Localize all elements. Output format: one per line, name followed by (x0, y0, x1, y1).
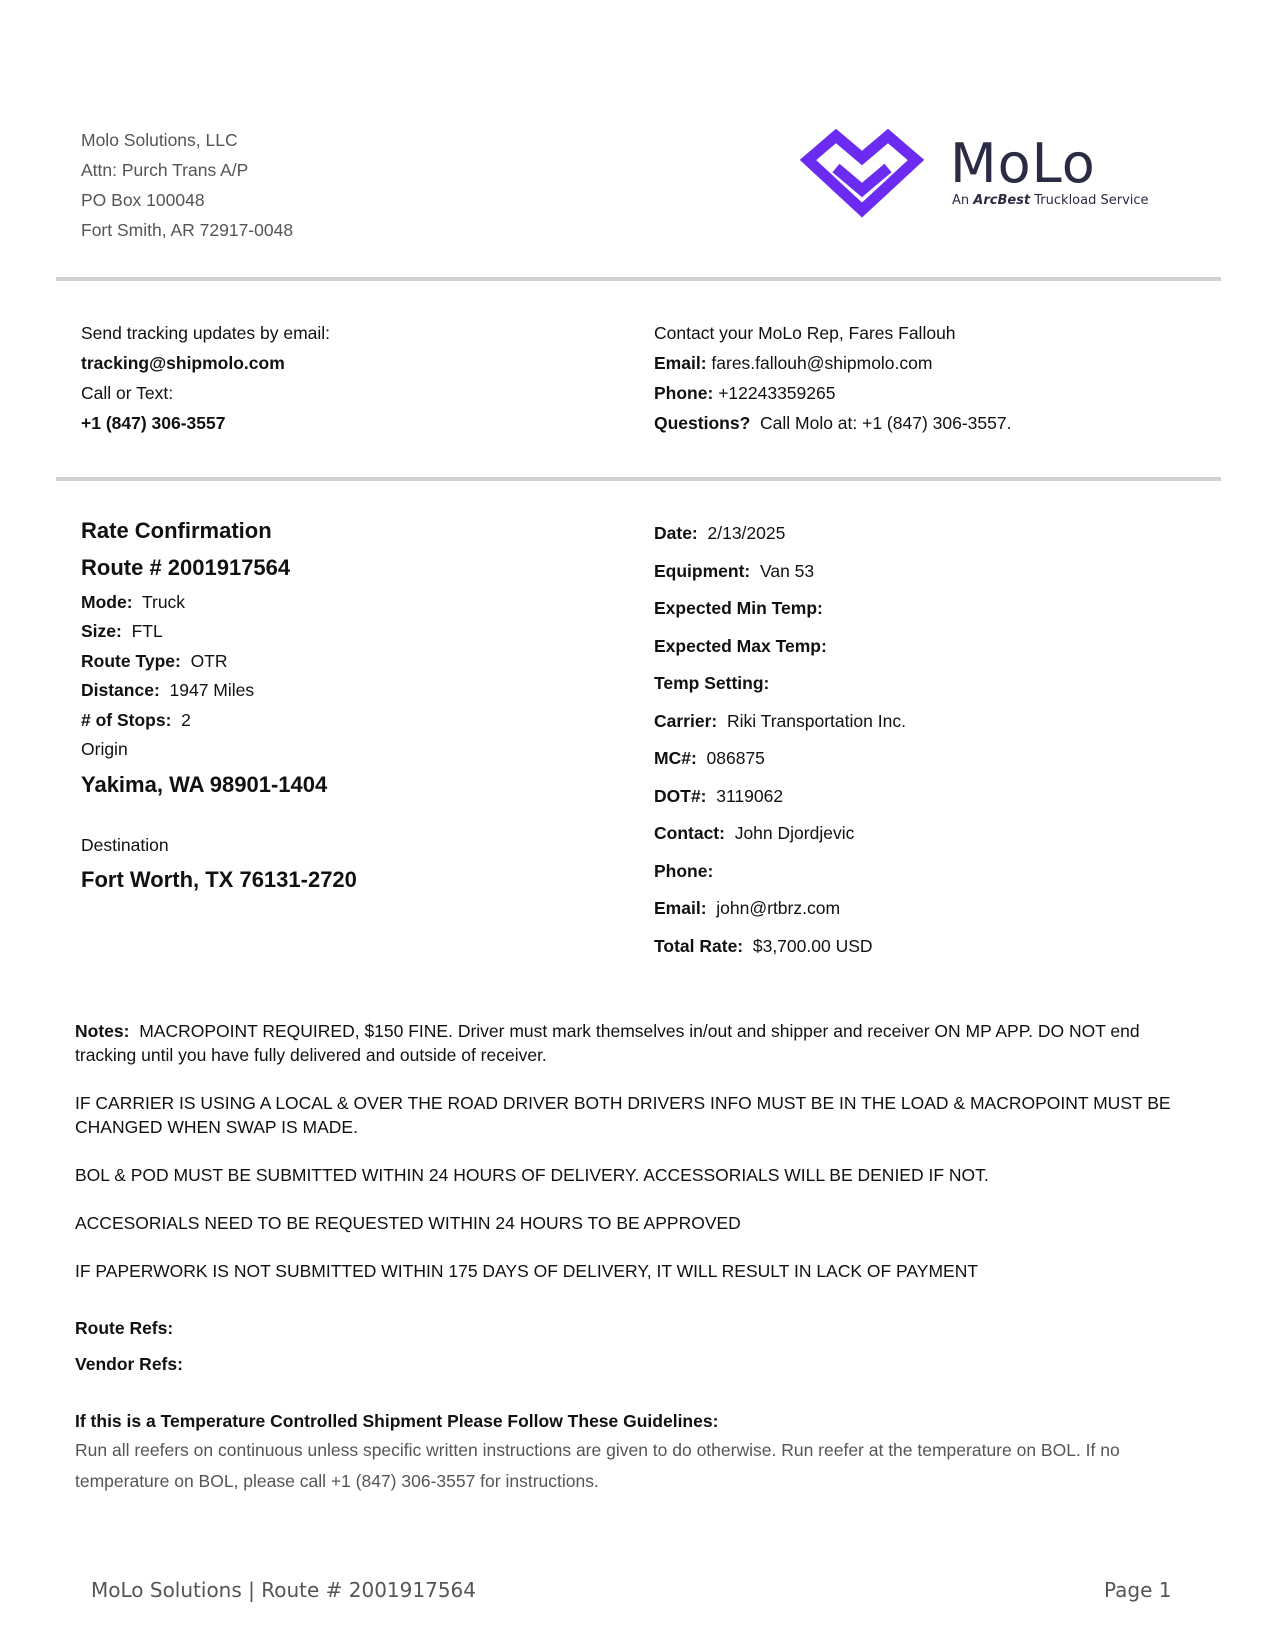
route-number: Route # 2001917564 (81, 555, 291, 580)
origin-label: Origin (81, 739, 128, 759)
guidelines-body: Run all reefers on continuous unless specific written instructions are given to do otherwise. Run reefer at the temperature on BOL. If no temperature on BOL, please call +1 (847) 306-3557 for instructions. (75, 1440, 1120, 1491)
destination-label: Destination (81, 835, 169, 855)
document-title: Rate Confirmation (81, 518, 272, 543)
address-line: Fort Smith, AR 72917-0048 (81, 220, 294, 240)
tracking-email[interactable]: tracking@shipmolo.com (81, 353, 285, 373)
molo-logo (800, 128, 1180, 228)
distance-field: Distance: 1947 Miles (81, 680, 255, 700)
tracking-phone: +1 (847) 306-3557 (81, 413, 226, 433)
origin-city: Yakima, WA 98901-1404 (81, 772, 328, 797)
vendor-refs-label: Vendor Refs: (75, 1354, 183, 1374)
billing-address (81, 125, 293, 245)
rep-name-line: Contact your MoLo Rep, Fares Fallouh (654, 323, 956, 343)
tracking-instruction: Send tracking updates by email: (81, 323, 331, 343)
detail-dot: DOT#: 3119062 (654, 785, 784, 806)
questions-text: Call Molo at: +1 (847) 306-3557. (760, 413, 1012, 433)
divider (56, 277, 1221, 281)
detail-phone: Phone: (654, 860, 714, 881)
stops-field: # of Stops: 2 (81, 710, 191, 730)
detail-min-temp: Expected Min Temp: (654, 598, 823, 618)
detail-temp-setting: Temp Setting: (654, 673, 770, 693)
temperature-guidelines (75, 1407, 1205, 1497)
route-type-field: Route Type: OTR (81, 651, 228, 671)
notes-paragraph: ACCESORIALS NEED TO BE REQUESTED WITHIN 24 HOURS TO BE APPROVED (75, 1213, 741, 1233)
detail-total-rate: Total Rate: $3,700.00 USD (654, 935, 873, 956)
logo-tagline: An ArcBest Truckload Service (952, 193, 1149, 208)
notes-paragraph: IF CARRIER IS USING A LOCAL & OVER THE ROAD DRIVER BOTH DRIVERS INFO MUST BE IN THE LOAD & MACROPOINT MUST BE CHANGED WHEN SWAP IS MADE. (75, 1093, 1171, 1137)
rep-contact: Contact your MoLo Rep, Fares Fallouh Email: fares.fallouh@shipmolo.com Phone: +12243359265 Questions? Call Molo at: +1 (847) 306-3557. (654, 318, 1011, 438)
size-field: Size: FTL (81, 621, 163, 641)
route-refs-label: Route Refs: (75, 1318, 174, 1338)
detail-email: Email: john@rtbrz.com (654, 898, 841, 918)
notes-paragraph: IF PAPERWORK IS NOT SUBMITTED WITHIN 175 DAYS OF DELIVERY, IT WILL RESULT IN LACK OF PAYMENT (75, 1261, 979, 1281)
notes-paragraph: Notes: MACROPOINT REQUIRED, $150 FINE. Driver must mark themselves in/out and shipper and receiver ON MP APP. DO NOT end tracking until you have fully delivered and outside of receiver. (75, 1021, 1140, 1065)
address-line: Attn: Purch Trans A/P (81, 160, 249, 180)
detail-max-temp: Expected Max Temp: (654, 635, 827, 656)
tracking-info (81, 318, 330, 438)
notes-section (75, 1019, 1205, 1307)
rep-phone: +12243359265 (718, 383, 836, 403)
address-line: PO Box 100048 (81, 190, 205, 210)
logo-wordmark: MoLo (950, 132, 1096, 195)
notes-paragraph: BOL & POD MUST BE SUBMITTED WITHIN 24 HOURS OF DELIVERY. ACCESSORIALS WILL BE DENIED IF NOT. (75, 1165, 989, 1185)
detail-contact: Contact: John Djordjevic (654, 823, 855, 843)
footer-left: MoLo Solutions | Route # 2001917564 (91, 1578, 476, 1602)
divider (56, 477, 1221, 481)
rep-email[interactable]: fares.fallouh@shipmolo.com (711, 353, 933, 373)
address-line: Molo Solutions, LLC (81, 130, 238, 150)
call-text-label: Call or Text: (81, 383, 174, 403)
detail-equipment: Equipment: Van 53 (654, 560, 815, 581)
destination-city: Fort Worth, TX 76131-2720 (81, 867, 357, 892)
detail-carrier: Carrier: Riki Transportation Inc. (654, 710, 906, 731)
route-details (654, 515, 906, 965)
detail-mc: MC#: 086875 (654, 748, 765, 768)
page-number: Page 1 (1104, 1578, 1172, 1602)
guidelines-title: If this is a Temperature Controlled Shipment Please Follow These Guidelines: (75, 1411, 719, 1431)
mode-field: Mode: Truck (81, 592, 186, 612)
detail-date: Date: 2/13/2025 (654, 523, 786, 543)
